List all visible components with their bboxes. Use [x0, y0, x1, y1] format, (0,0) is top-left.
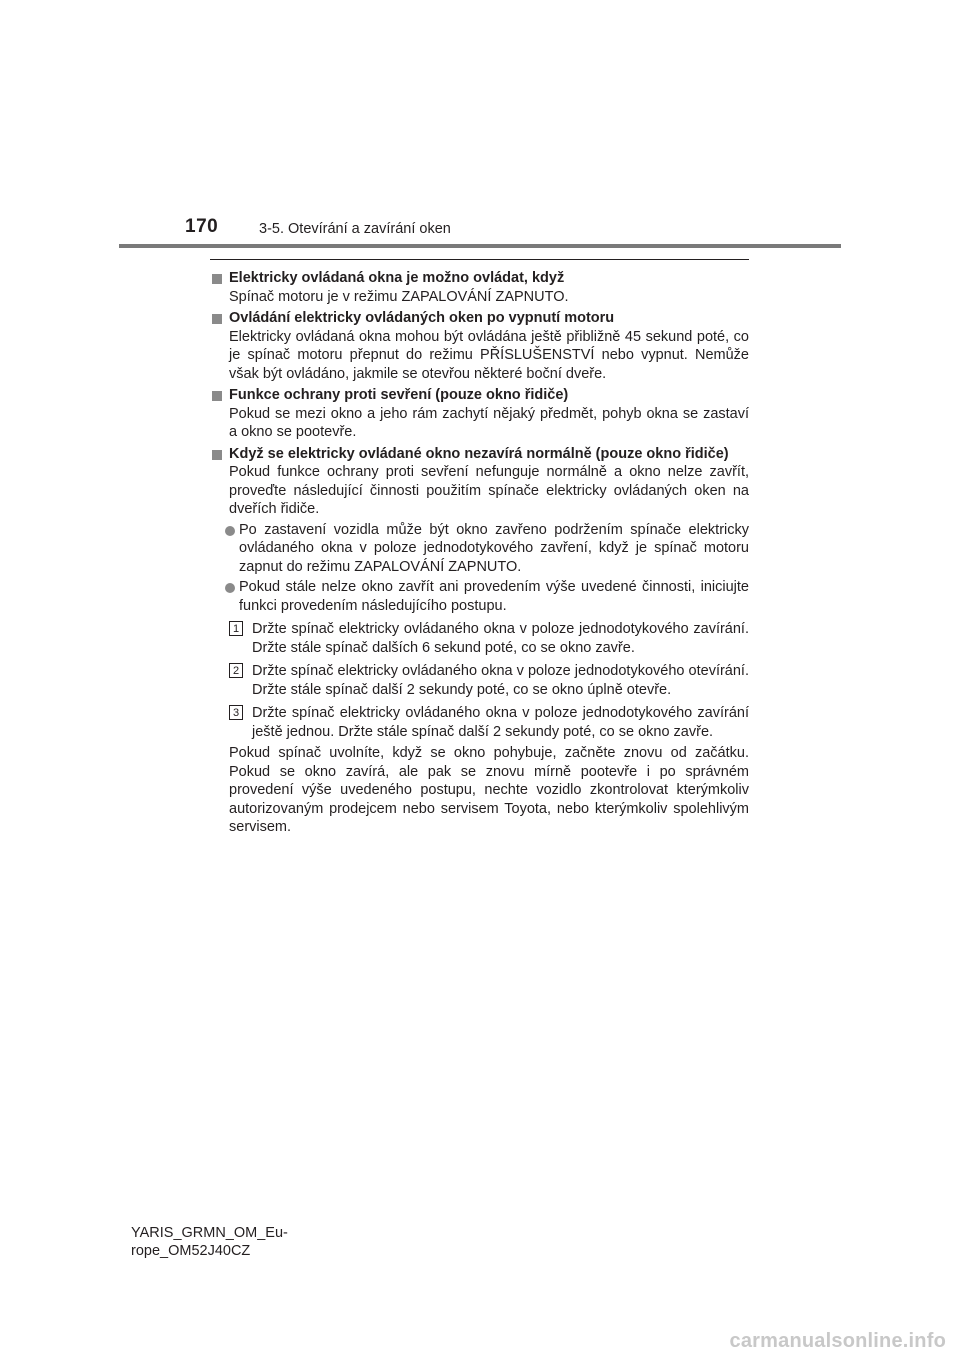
section-heading-text: Elektricky ovládaná okna je možno ovládat, když	[229, 270, 565, 286]
step-item	[210, 704, 749, 741]
section-body-operation-condition: Spínač motoru je v režimu ZAPALOVÁNÍ ZAPNUTO.	[229, 288, 569, 305]
content-divider	[210, 259, 749, 260]
step-number-box: 3	[229, 705, 243, 720]
step-item	[210, 620, 749, 657]
closing-paragraph: Pokud spínač uvolníte, když se okno pohybuje, začněte znovu od začátku. Pokud se okno zavírá, ale pak se znovu mírně pootevře i po správném provedení výše uvedeného postupu, nechte vozidlo zkontrolovat kterýmkoliv autorizovaným prodejcem nebo servisem Toyota, nebo kterýmkoliv spolehlivým servisem.	[229, 745, 749, 835]
section-body-jam-protection: Pokud se mezi okno a jeho rám zachytí nějaký předmět, pohyb okna se zastaví a okno se pootevře.	[229, 405, 749, 440]
page-number: 170	[185, 216, 219, 237]
step-number-box: 1	[229, 621, 243, 636]
section-heading-text: Funkce ochrany proti sevření (pouze okno řidiče)	[229, 387, 569, 403]
step-text: Držte spínač elektricky ovládaného okna v poloze jednodotykového zavírání ještě jednou. Držte stále spínač další 2 sekundy poté, co se okno zavře.	[252, 705, 749, 740]
square-bullet-icon	[212, 450, 222, 460]
step-number-box: 2	[229, 663, 243, 678]
step-text: Držte spínač elektricky ovládaného okna v poloze jednodotykového otevírání. Držte stále spínač další 2 sekundy poté, co se okno úplně otevře.	[252, 663, 749, 698]
header-divider	[119, 244, 841, 248]
bullet-item	[210, 521, 749, 577]
square-bullet-icon	[212, 274, 222, 284]
footer-document-code	[131, 1224, 288, 1260]
bullet-text: Pokud stále nelze okno zavřít ani provedením výše uvedené činnosti, iniciujte funkci provedením následujícího postupu.	[239, 579, 749, 614]
circle-bullet-icon	[225, 583, 235, 593]
section-title: 3-5. Otevírání a zavírání oken	[259, 221, 451, 237]
step-text: Držte spínač elektricky ovládaného okna v poloze jednodotykového zavírání. Držte stále spínač dalších 6 sekund poté, co se okno zavře.	[252, 621, 749, 656]
square-bullet-icon	[212, 391, 222, 401]
content-body	[210, 266, 749, 837]
section-heading-operation-condition	[210, 269, 749, 288]
bullet-item	[210, 578, 749, 615]
square-bullet-icon	[212, 314, 222, 324]
footer-line: YARIS_GRMN_OM_Eu-	[131, 1225, 288, 1241]
section-heading-text: Když se elektricky ovládané okno nezavírá normálně (pouze okno řidiče)	[229, 445, 729, 462]
section-heading-window-not-closing	[210, 445, 749, 464]
section-body-after-engine-off: Elektricky ovládaná okna mohou být ovládána ještě přibližně 45 sekund poté, co je spínač motoru přepnut do režimu PŘÍSLUŠENSTVÍ nebo vypnut. Nemůže však být ovládáno, jakmile se otevřou některé boční dveře.	[229, 328, 749, 382]
section-heading-jam-protection	[210, 386, 749, 405]
section-heading-text: Ovládání elektricky ovládaných oken po vypnutí motoru	[229, 310, 615, 326]
watermark: carmanualsonline.info	[729, 1330, 946, 1352]
section-heading-after-engine-off	[210, 309, 749, 328]
footer-line: rope_OM52J40CZ	[131, 1243, 251, 1259]
step-item	[210, 662, 749, 699]
bullet-text: Po zastavení vozidla může být okno zavřeno podržením spínače elektricky ovládaného okna v poloze jednodotykového zavření, když je spínač motoru zapnut do režimu ZAPALOVÁNÍ ZAPNUTO.	[239, 521, 749, 575]
section-body-window-not-closing: Pokud funkce ochrany proti sevření nefunguje normálně a okno nelze zavřít, proveďte následující činnosti použitím spínače elektricky ovládaných oken na dveřích řidiče.	[229, 464, 749, 517]
circle-bullet-icon	[225, 526, 235, 536]
